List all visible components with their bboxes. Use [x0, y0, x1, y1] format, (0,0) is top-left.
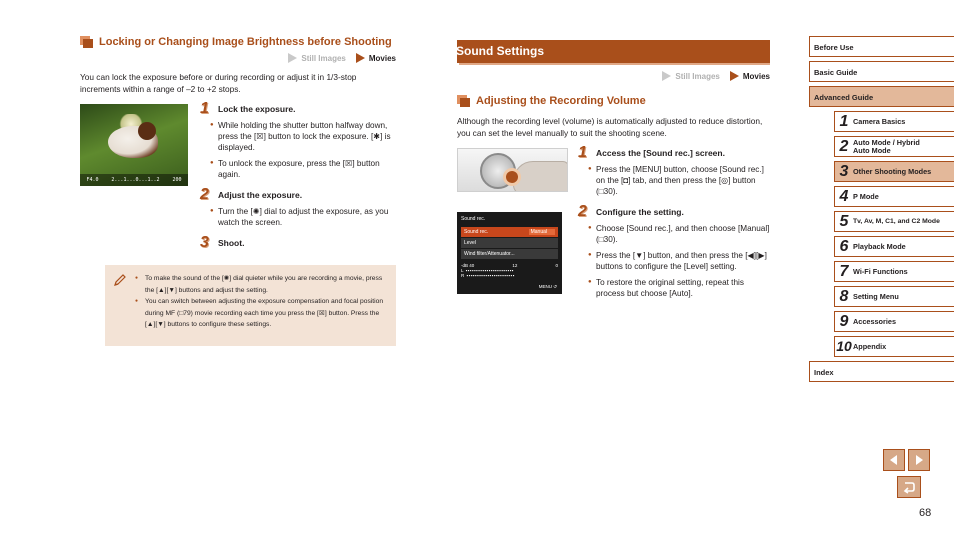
movies-triangle-icon: [730, 71, 739, 81]
memo-box: [105, 265, 396, 346]
list-item: ● To restore the original setting, repeat this process but choose [Auto].: [588, 277, 770, 299]
chapter-8[interactable]: 8 Setting Menu: [834, 286, 954, 307]
sidebar-nav: [809, 36, 954, 386]
chapter-6[interactable]: 6 Playback Mode: [834, 236, 954, 257]
next-page-icon: [913, 454, 925, 466]
list-item: ● Choose [Sound rec.], and then choose [Manual] (□30).: [588, 223, 770, 245]
step-2: 2 Adjust the exposure.: [200, 186, 303, 203]
chapter-1[interactable]: 1 Camera Basics: [834, 111, 954, 132]
nav-basic-guide[interactable]: Basic Guide: [809, 61, 954, 82]
return-button[interactable]: [897, 476, 921, 498]
chapter-5[interactable]: 5 Tv, Av, M, C1, and C2 Mode: [834, 211, 954, 232]
prev-page-button[interactable]: [883, 449, 905, 471]
list-item: ● To unlock the exposure, press the [☒] button again.: [210, 158, 396, 180]
chapter-9[interactable]: 9 Accessories: [834, 311, 954, 332]
memo-item: ● You can switch between adjusting the exposure compensation and focal position during MF (□79) movie recording each time you press the [☒] button. Press the [▲][▼] buttons to configure these settings.: [135, 296, 388, 331]
intro-text: Although the recording level (volume) is automatically adjusted to reduce distortion, you can set the level manually to suit the shooting scene.: [457, 116, 763, 138]
list-item: ● Press the [MENU] button, choose [Sound rec.] on the [◘] tab, and then press the [◎] button (□30).: [588, 164, 770, 197]
step-1: 1 Access the [Sound rec.] screen.: [578, 144, 725, 161]
subsection-header: [457, 95, 770, 107]
step-2: 2 Configure the setting.: [578, 203, 684, 220]
step-2-bullets: [200, 206, 396, 228]
badge-still-images: Still Images: [288, 53, 345, 63]
subsection-title: Adjusting the Recording Volume: [476, 95, 646, 107]
still-images-triangle-icon: [288, 53, 297, 63]
sample-photo: [80, 104, 188, 186]
photo-hud: F4.0 2...1...0...1..2 200: [80, 174, 188, 186]
section-square-icon: [80, 36, 93, 48]
memo-item: ● To make the sound of the [✺] dial quieter while you are recording a movie, press the [▲][▼] buttons and adjust the setting.: [135, 273, 388, 296]
step-1-bullets: [200, 120, 396, 180]
steps-block: [200, 102, 396, 254]
camera-illustration: [457, 148, 568, 192]
prev-page-icon: [888, 454, 900, 466]
sound-settings-title-bar: Sound Settings: [457, 40, 770, 63]
chapter-4[interactable]: 4 P Mode: [834, 186, 954, 207]
step-1: 1 Lock the exposure.: [200, 100, 296, 117]
badge-movies: Movies: [356, 53, 396, 63]
still-images-triangle-icon: [662, 71, 671, 81]
chapter-10[interactable]: 10 Appendix: [834, 336, 954, 357]
level-meter: -dB 40 12 0 L ▪▪▪▪▪▪▪▪▪▪▪▪▪▪▪▪▪▪▪▪▪▪▪ R ▪▪▪▪▪▪▪▪▪▪▪▪▪▪▪▪▪▪▪▪▪▪▪: [461, 263, 558, 278]
middle-column: [456, 40, 770, 298]
list-item: ● Press the [▼] button, and then press the [◀][▶] buttons to configure the [Level] setting.: [588, 250, 770, 272]
step-3: 3 Shoot.: [200, 234, 245, 251]
chapter-7[interactable]: 7 Wi-Fi Functions: [834, 261, 954, 282]
steps-block: [578, 146, 770, 307]
nav-index[interactable]: Index: [809, 361, 954, 382]
section-square-icon: [457, 95, 470, 107]
page-nav-arrows: [883, 449, 930, 471]
badge-still-images: Still Images: [662, 71, 719, 81]
page-number: 68: [919, 507, 932, 519]
nav-advanced-guide[interactable]: Advanced Guide: [809, 86, 954, 107]
return-icon: [902, 480, 916, 494]
next-page-button[interactable]: [908, 449, 930, 471]
menu-row-sound-rec: Sound rec. Manual: [461, 227, 558, 237]
movies-triangle-icon: [356, 53, 365, 63]
section-header: [80, 36, 396, 48]
chapter-3[interactable]: 3 Other Shooting Modes: [834, 161, 954, 182]
left-column: [80, 36, 396, 251]
step-1-bullets: [578, 164, 770, 197]
list-item: ● While holding the shutter button halfway down, press the [☒] button to lock the exposure. [✱] is displayed.: [210, 120, 396, 153]
badge-row: [457, 71, 770, 81]
nav-before-use[interactable]: Before Use: [809, 36, 954, 57]
list-item: ● Turn the [✺] dial to adjust the exposure, as you watch the screen.: [210, 206, 396, 228]
badge-movies: Movies: [730, 71, 770, 81]
sound-rec-menu-screen: Sound rec. Sound rec. Manual Level Wind filter/Attenuator... -dB 40 12 0 L ▪▪▪▪▪▪▪▪▪▪▪▪▪▪▪▪▪▪▪▪▪▪▪ R ▪▪▪▪▪▪▪▪▪▪▪▪▪▪▪▪▪▪▪▪▪▪▪ MENU ↺: [457, 212, 562, 294]
pencil-icon: [113, 273, 127, 287]
menu-row-level: Level: [461, 238, 558, 248]
intro-text: You can lock the exposure before or during recording or adjust it in 1/3-stop increments within a range of –2 to +2 stops.: [80, 72, 357, 94]
menu-row-wind-filter: Wind filter/Attenuator...: [461, 249, 558, 259]
chapter-2[interactable]: 2 Auto Mode / Hybrid Auto Mode: [834, 136, 954, 157]
step-2-bullets: [578, 223, 770, 299]
section-title: Locking or Changing Image Brightness before Shooting: [99, 36, 392, 48]
badge-row: [80, 53, 396, 63]
